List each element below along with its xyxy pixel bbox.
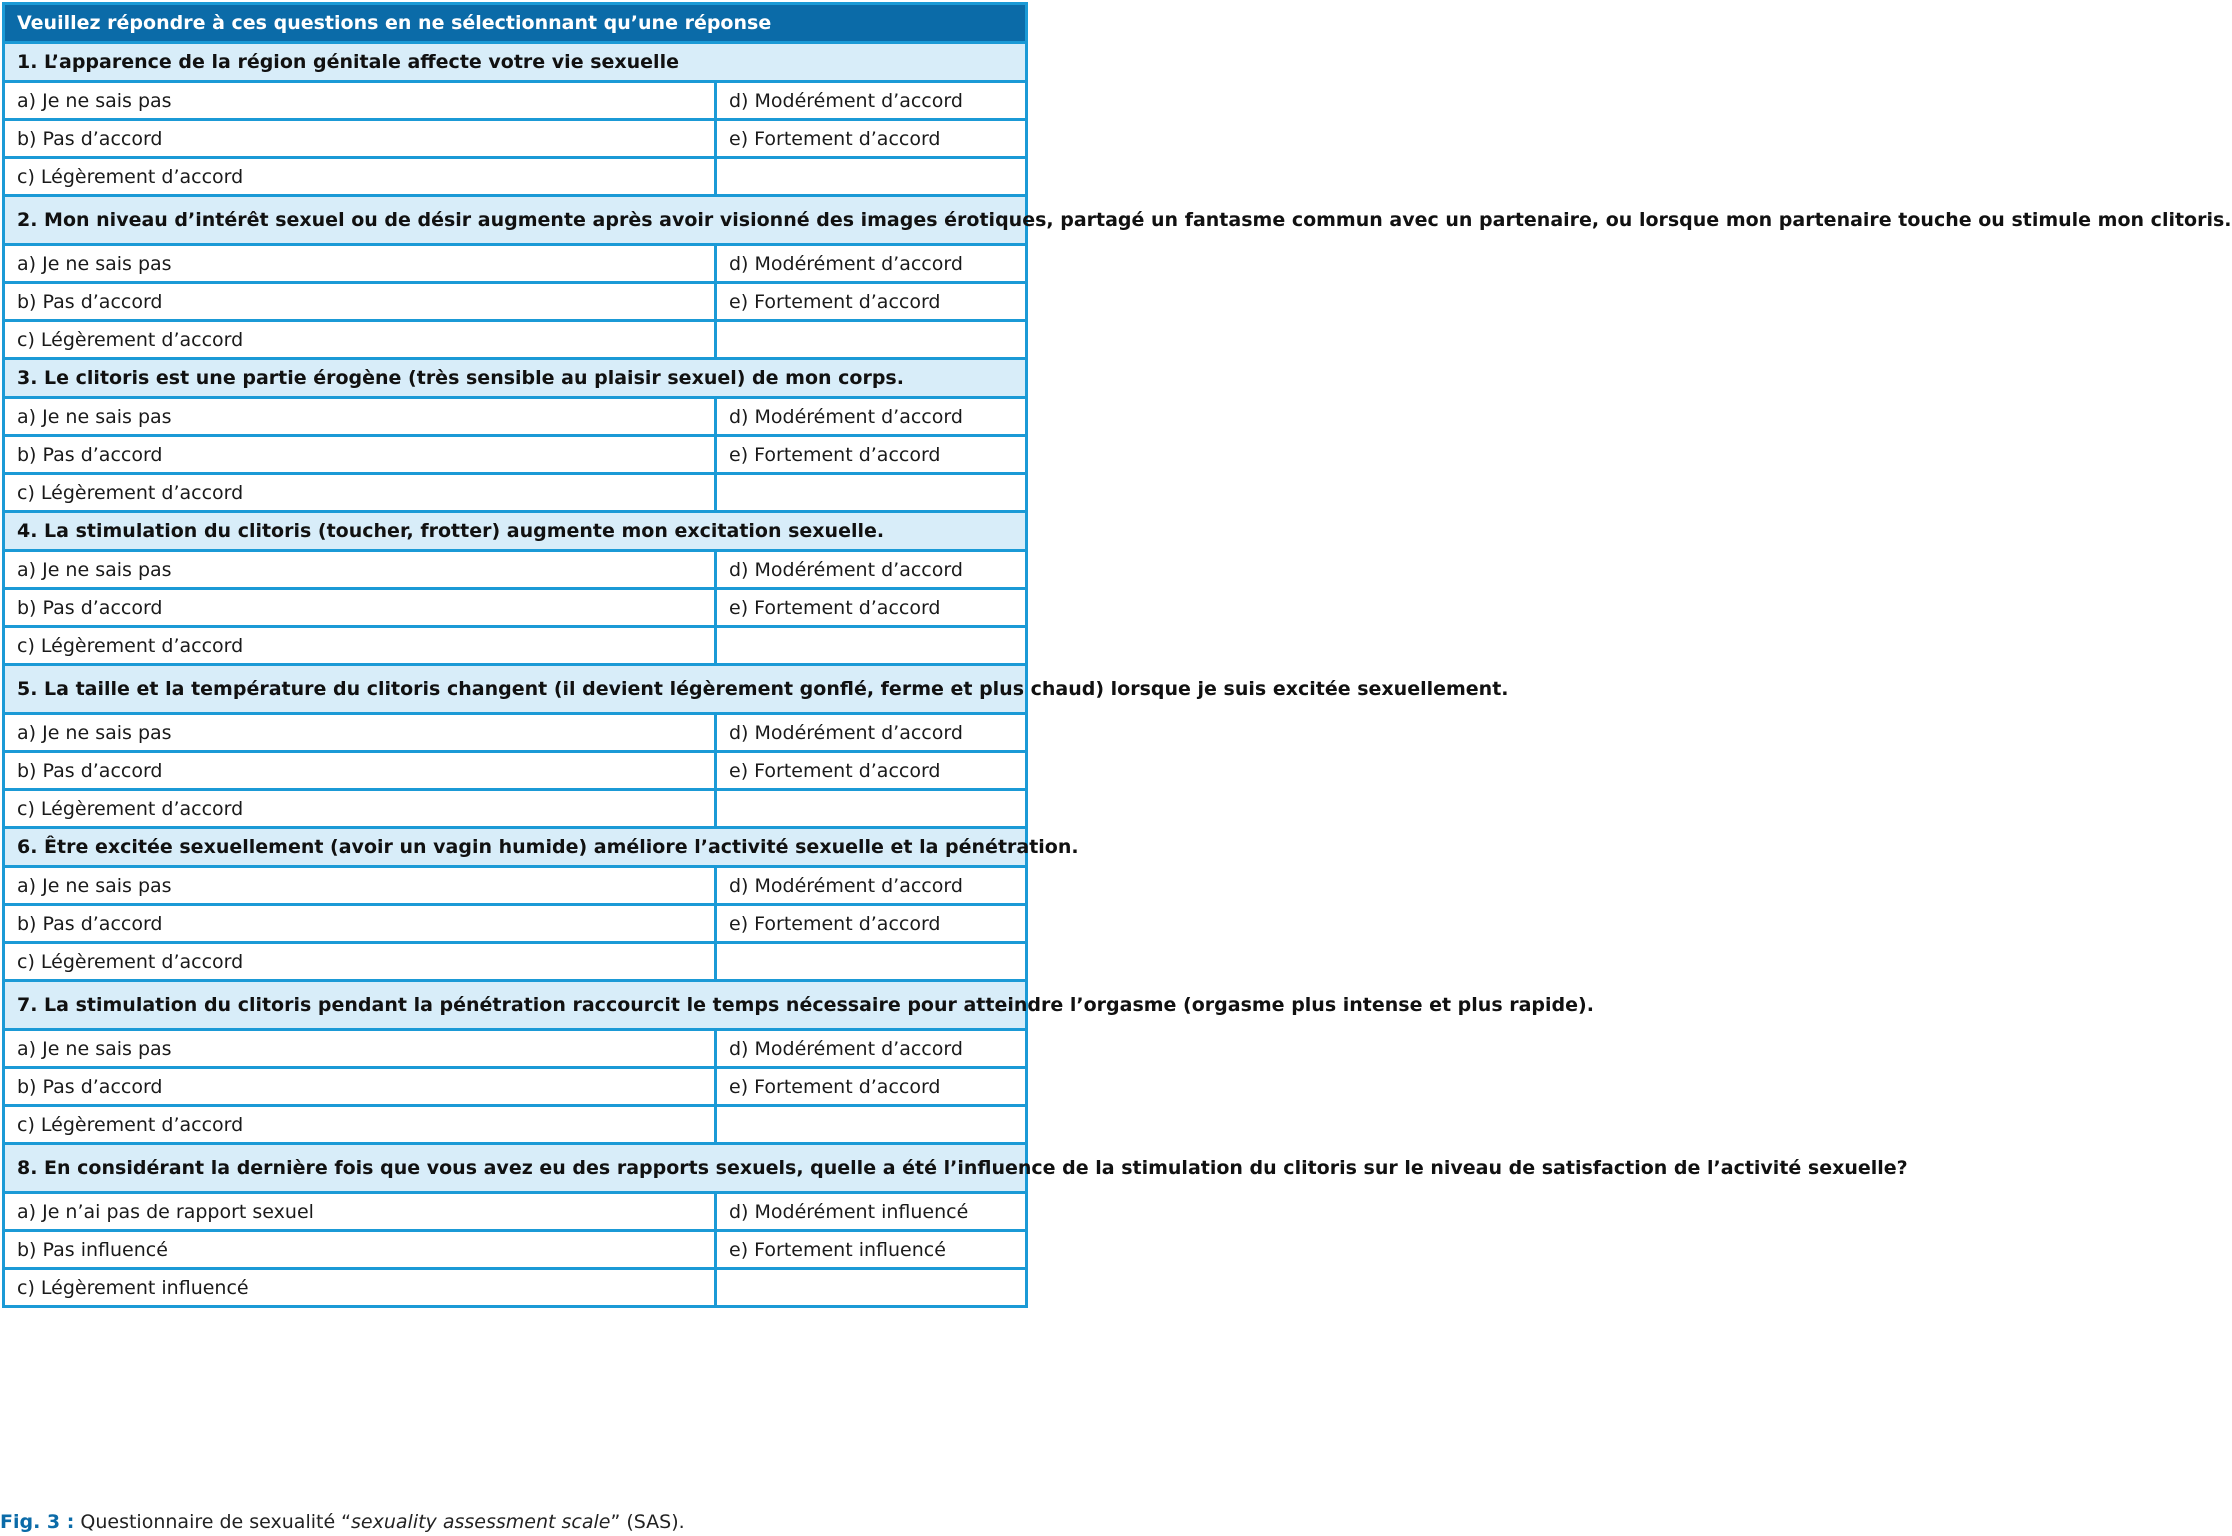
q8-option-c[interactable]: c) Légèrement influencé bbox=[4, 1269, 716, 1307]
q6-option-c[interactable]: c) Légèrement d’accord bbox=[4, 943, 716, 981]
question-5-text: 5. La taille et la température du clitoris changent (il devient légèrement gonflé, ferme et plus chaud) lorsque je suis excitée sexuellement. bbox=[4, 665, 1027, 714]
q3-option-a[interactable]: a) Je ne sais pas bbox=[4, 398, 716, 436]
question-6-text: 6. Être excitée sexuellement (avoir un vagin humide) améliore l’activité sexuelle et la pénétration. bbox=[4, 828, 1027, 867]
q2-option-e[interactable]: e) Fortement d’accord bbox=[716, 283, 1027, 321]
q6-empty-cell bbox=[716, 943, 1027, 981]
q5-empty-cell bbox=[716, 790, 1027, 828]
q5-option-d[interactable]: d) Modérément d’accord bbox=[716, 714, 1027, 752]
option-row bbox=[4, 245, 1027, 283]
option-row bbox=[4, 1193, 1027, 1231]
question-row bbox=[4, 981, 1027, 1030]
q4-option-a[interactable]: a) Je ne sais pas bbox=[4, 551, 716, 589]
figure-label: Fig. 3 : bbox=[0, 1511, 75, 1533]
option-row bbox=[4, 1030, 1027, 1068]
question-1-text: 1. L’apparence de la région génitale affecte votre vie sexuelle bbox=[4, 43, 1027, 82]
caption-text-start: Questionnaire de sexualité “ bbox=[74, 1511, 352, 1533]
q1-option-d[interactable]: d) Modérément d’accord bbox=[716, 82, 1027, 120]
figure-caption bbox=[0, 1511, 685, 1533]
q3-option-d[interactable]: d) Modérément d’accord bbox=[716, 398, 1027, 436]
option-row bbox=[4, 551, 1027, 589]
q1-option-e[interactable]: e) Fortement d’accord bbox=[716, 120, 1027, 158]
q5-option-b[interactable]: b) Pas d’accord bbox=[4, 752, 716, 790]
q8-empty-cell bbox=[716, 1269, 1027, 1307]
option-row bbox=[4, 905, 1027, 943]
q6-option-a[interactable]: a) Je ne sais pas bbox=[4, 867, 716, 905]
option-row bbox=[4, 627, 1027, 665]
q8-option-b[interactable]: b) Pas influencé bbox=[4, 1231, 716, 1269]
q1-empty-cell bbox=[716, 158, 1027, 196]
option-row bbox=[4, 436, 1027, 474]
q2-option-a[interactable]: a) Je ne sais pas bbox=[4, 245, 716, 283]
q7-empty-cell bbox=[716, 1106, 1027, 1144]
question-row bbox=[4, 512, 1027, 551]
caption-text-end: ” (SAS). bbox=[610, 1511, 685, 1533]
q7-option-c[interactable]: c) Légèrement d’accord bbox=[4, 1106, 716, 1144]
q3-empty-cell bbox=[716, 474, 1027, 512]
q4-empty-cell bbox=[716, 627, 1027, 665]
option-row bbox=[4, 120, 1027, 158]
option-row bbox=[4, 398, 1027, 436]
q2-option-b[interactable]: b) Pas d’accord bbox=[4, 283, 716, 321]
option-row bbox=[4, 1068, 1027, 1106]
caption-italic-text: sexuality assessment scale bbox=[351, 1511, 611, 1533]
q5-option-e[interactable]: e) Fortement d’accord bbox=[716, 752, 1027, 790]
q3-option-e[interactable]: e) Fortement d’accord bbox=[716, 436, 1027, 474]
q4-option-c[interactable]: c) Légèrement d’accord bbox=[4, 627, 716, 665]
q7-option-d[interactable]: d) Modérément d’accord bbox=[716, 1030, 1027, 1068]
q2-option-d[interactable]: d) Modérément d’accord bbox=[716, 245, 1027, 283]
q7-option-a[interactable]: a) Je ne sais pas bbox=[4, 1030, 716, 1068]
q6-option-e[interactable]: e) Fortement d’accord bbox=[716, 905, 1027, 943]
q6-option-d[interactable]: d) Modérément d’accord bbox=[716, 867, 1027, 905]
option-row bbox=[4, 283, 1027, 321]
q2-option-c[interactable]: c) Légèrement d’accord bbox=[4, 321, 716, 359]
q7-option-b[interactable]: b) Pas d’accord bbox=[4, 1068, 716, 1106]
q4-option-d[interactable]: d) Modérément d’accord bbox=[716, 551, 1027, 589]
option-row bbox=[4, 158, 1027, 196]
q8-option-d[interactable]: d) Modérément influencé bbox=[716, 1193, 1027, 1231]
question-row bbox=[4, 1144, 1027, 1193]
question-row bbox=[4, 359, 1027, 398]
q2-empty-cell bbox=[716, 321, 1027, 359]
questionnaire-table bbox=[2, 2, 2232, 1308]
q5-option-a[interactable]: a) Je ne sais pas bbox=[4, 714, 716, 752]
option-row bbox=[4, 867, 1027, 905]
option-row bbox=[4, 321, 1027, 359]
q6-option-b[interactable]: b) Pas d’accord bbox=[4, 905, 716, 943]
instructions-header: Veuillez répondre à ces questions en ne sélectionnant qu’une réponse bbox=[4, 4, 1027, 43]
question-row bbox=[4, 665, 1027, 714]
question-row bbox=[4, 43, 1027, 82]
q8-option-e[interactable]: e) Fortement influencé bbox=[716, 1231, 1027, 1269]
q1-option-a[interactable]: a) Je ne sais pas bbox=[4, 82, 716, 120]
q1-option-c[interactable]: c) Légèrement d’accord bbox=[4, 158, 716, 196]
q5-option-c[interactable]: c) Légèrement d’accord bbox=[4, 790, 716, 828]
q4-option-e[interactable]: e) Fortement d’accord bbox=[716, 589, 1027, 627]
question-4-text: 4. La stimulation du clitoris (toucher, frotter) augmente mon excitation sexuelle. bbox=[4, 512, 1027, 551]
question-3-text: 3. Le clitoris est une partie érogène (très sensible au plaisir sexuel) de mon corps. bbox=[4, 359, 1027, 398]
q1-option-b[interactable]: b) Pas d’accord bbox=[4, 120, 716, 158]
option-row bbox=[4, 790, 1027, 828]
option-row bbox=[4, 943, 1027, 981]
question-7-text: 7. La stimulation du clitoris pendant la pénétration raccourcit le temps nécessaire pour atteindre l’orgasme (orgasme plus intense et plus rapide). bbox=[4, 981, 1027, 1030]
option-row bbox=[4, 752, 1027, 790]
option-row bbox=[4, 82, 1027, 120]
option-row bbox=[4, 714, 1027, 752]
question-row bbox=[4, 196, 1027, 245]
q8-option-a[interactable]: a) Je n’ai pas de rapport sexuel bbox=[4, 1193, 716, 1231]
option-row bbox=[4, 474, 1027, 512]
q3-option-b[interactable]: b) Pas d’accord bbox=[4, 436, 716, 474]
question-row bbox=[4, 828, 1027, 867]
q7-option-e[interactable]: e) Fortement d’accord bbox=[716, 1068, 1027, 1106]
option-row bbox=[4, 1269, 1027, 1307]
question-8-text: 8. En considérant la dernière fois que vous avez eu des rapports sexuels, quelle a été l’influence de la stimulation du clitoris sur le niveau de satisfaction de l’activité sexuelle? bbox=[4, 1144, 1027, 1193]
question-2-text: 2. Mon niveau d’intérêt sexuel ou de désir augmente après avoir visionné des images érotiques, partagé un fantasme commun avec un partenaire, ou lorsque mon partenaire touche ou stimule mon clitoris. bbox=[4, 196, 1027, 245]
option-row bbox=[4, 1231, 1027, 1269]
option-row bbox=[4, 1106, 1027, 1144]
q4-option-b[interactable]: b) Pas d’accord bbox=[4, 589, 716, 627]
option-row bbox=[4, 589, 1027, 627]
q3-option-c[interactable]: c) Légèrement d’accord bbox=[4, 474, 716, 512]
header-row bbox=[4, 4, 1027, 43]
